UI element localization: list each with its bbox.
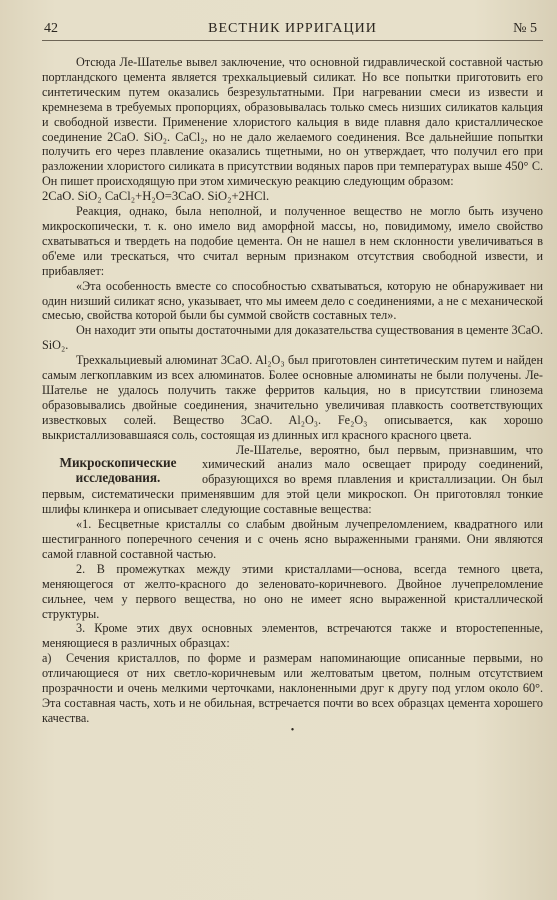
running-header xyxy=(42,18,543,41)
paragraph-5: Ле-Шателье, вероятно, был первым, признавшим, что химический анализ мало освещает природу соединений, образующихся во время плавления и кристаллизации. Он был первым, систематически применявшим для этой цели микроскоп. Он приготовлял тонкие шлифы клинкера и описывает следующие составные вещества: xyxy=(42,442,543,517)
article-body xyxy=(42,55,543,736)
section-heading: Микроскопические исследования. xyxy=(59,454,177,485)
list-item-1: «1. Бесцветные кристаллы со слабым двойным лучепреломлением, квадратного или шестигранного поперечного сечения и с очень ясно выраженными гранями. Они являются самой главной составной частью. xyxy=(42,517,543,561)
paragraph-1: Отсюда Ле-Шателье вывел заключение, что основной гидравлической составной частью портландского цемента является трехкальциевый силикат. Но все попытки приготовить его синтетическим путем оказались безрезультатными. При нагревании смеси из извести и кремнезема в требуемых пропорциях, образовывалась только смесь низших силикатов кальция и свободной извести. Применение хлористого кальция в виде плавня дало кристаллическое соединение 2CaO. SiO₂. CaCl₂, но не дало желаемого соединения. Все дальнейшие попытки получить его через плавление оказались тщетными, но он утверждает, что получил его при разложении хлористого силиката в присутствии водяных паров при температурах выше 450° C. Он пишет происходящую при этом химическую реакцию следующим образом: xyxy=(42,55,543,189)
quotation: «Эта особенность вместе со способностью схватываться, которую не обнаруживает ни один низший силикат ясно, указывает, что мы имеем дело с соединениями, а не с механической смесью, свойства которой были бы суммой свойств составных тел». xyxy=(42,278,543,323)
list-item-a xyxy=(42,651,543,726)
paragraph-2: Реакция, однако, была неполной, и полученное вещество не могло быть изучено микроскопически, т. к. оно имело вид аморфной массы, но, повидимому, имело свойство схватываться и твердеть на подобие цемента. Он не нашел в нем склонности увеличиваться в об'еме или трескаться, что считал верным признаком отсутствия свободной извести, и прибавляет: xyxy=(42,204,543,278)
journal-title: ВЕСТНИК ИРРИГАЦИИ xyxy=(208,21,377,36)
list-item-3: 3. Кроме этих двух основных элементов, встречаются также и второстепенные, меняющиеся в различных образцах: xyxy=(42,621,543,651)
chemical-formula: 2CaO. SiO₂ CaCl₂+H₂O=3CaO. SiO₂+2HCl. xyxy=(42,189,270,204)
list-item-a-marker: а) xyxy=(42,651,52,666)
paragraph-3: Он находит эти опыты достаточными для доказательства существования в цементе 3CaO. SiO₂. xyxy=(42,323,543,353)
issue-number: № 5 xyxy=(513,21,537,36)
end-dot: • xyxy=(290,724,295,736)
list-item-a-text: Сечения кристаллов, по форме и размерам напоминающие описанные первыми, но отличающиеся от них светло-коричневым или желтоватым цветом, полным отсутствием прозрачности и очень мелкими черточками, наклоненными друг к другу под углом около 60°. Эта составная часть, хоть и не обильная, встречается почти во всех образцах цемента хорошего качества. xyxy=(42,651,543,725)
paragraph-4: Трехкальциевый алюминат 3CaO. Al₂O₃ был приготовлен синтетическим путем и найден самым легкоплавким из всех алюминатов. Более основные алюминаты не были получены. Ле-Шателье не удалось получить также ферритов кальция, но в присутствии глинозема образовывались двойные соединения, значительно увеличивая плавкость соответствующих известковых солей. Вещество 3CaO. Al₂O₃. Fe₂O₃ описывается, как хорошо выкристаллизовавшаяся соль, состоящая из длинных игл красного красного цвета. xyxy=(42,353,543,442)
page-number: 42 xyxy=(44,21,58,36)
list-item-2: 2. В промежутках между этими кристаллами—основа, всегда темного цвета, меняющегося от желто-красного до зеленовато-коричневого. Двойное лучепреломление сильнее, чем у первого вещества, но оно не имеет ясно выраженной кристаллической структуры. xyxy=(42,561,543,621)
